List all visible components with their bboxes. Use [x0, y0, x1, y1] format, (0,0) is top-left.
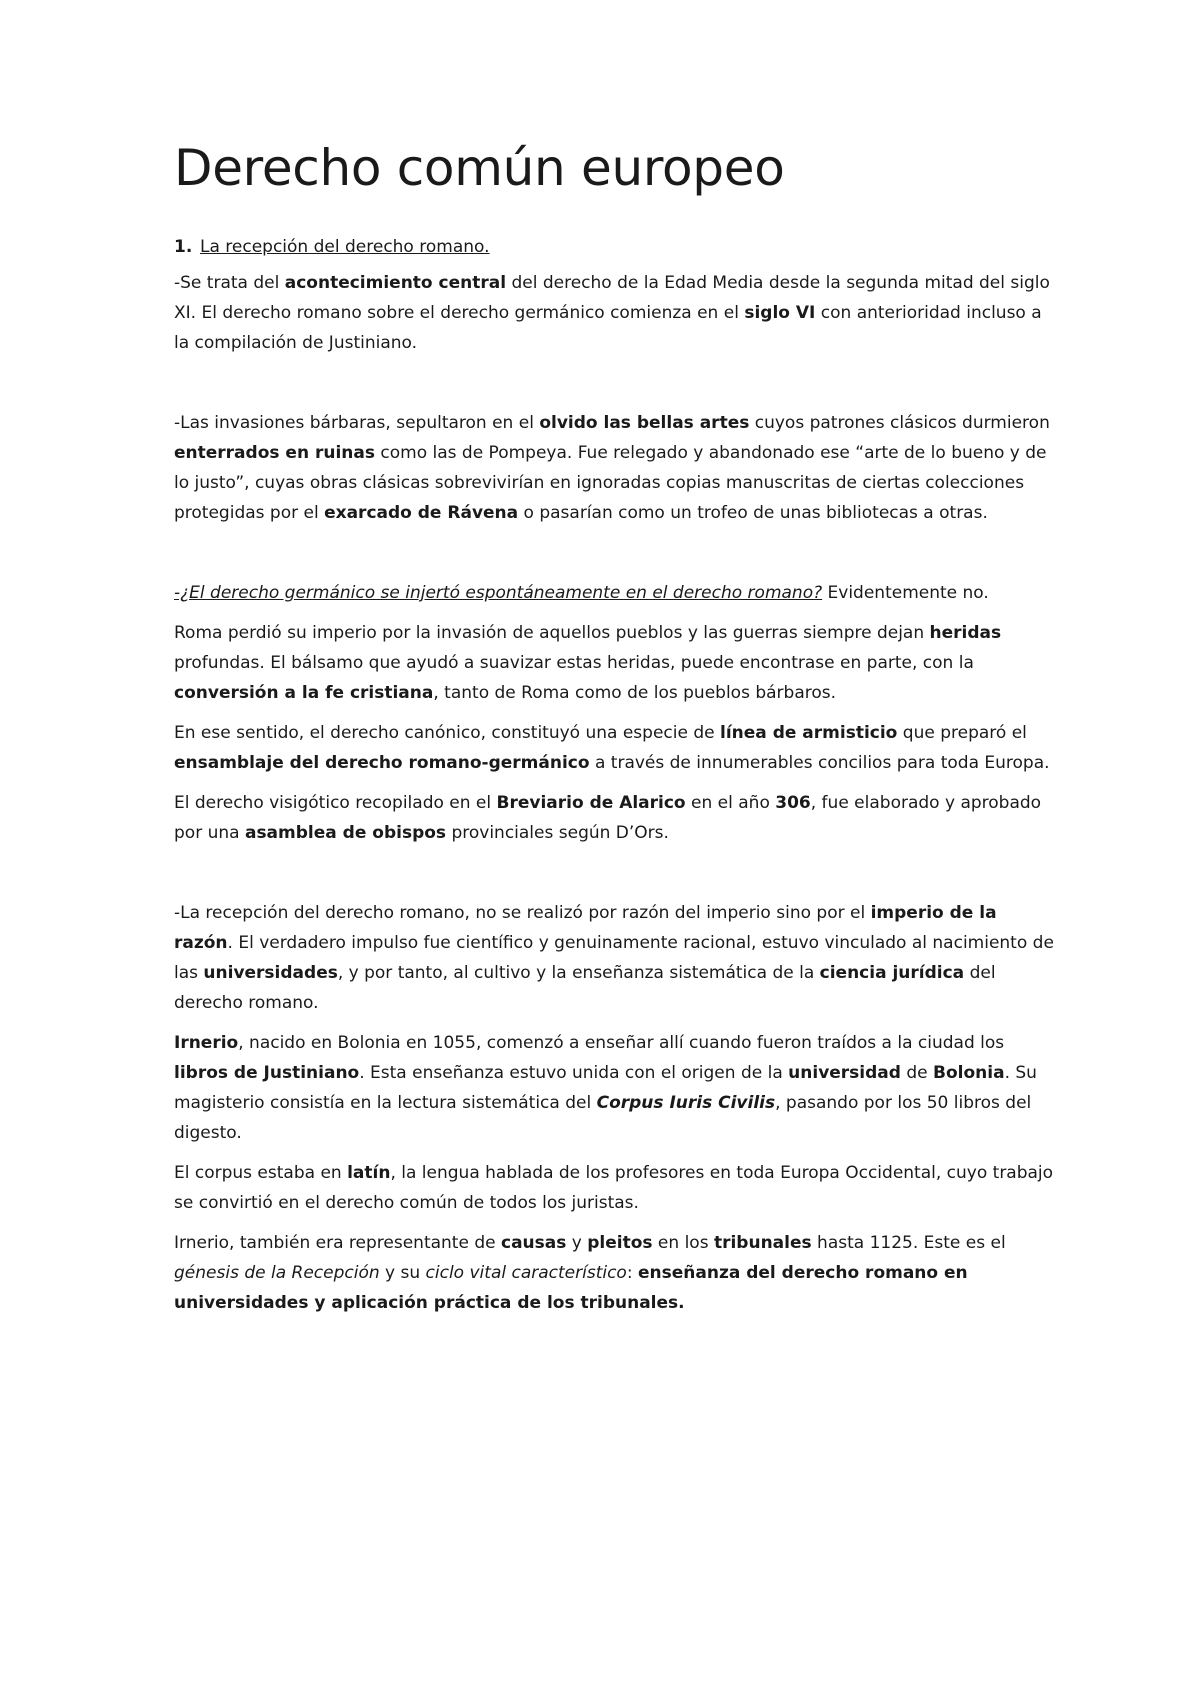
section-heading — [174, 232, 1054, 262]
text-run: latín — [347, 1163, 391, 1183]
text-run: génesis de la Recepción — [174, 1263, 380, 1283]
text-run: -Las invasiones bárbaras, sepultaron en el — [174, 413, 540, 433]
text-run: Bolonia — [933, 1063, 1005, 1083]
paragraph-9 — [174, 1158, 1054, 1218]
text-run: El corpus estaba en — [174, 1163, 348, 1183]
text-run: enterrados en ruinas — [174, 443, 375, 463]
paragraph-4 — [174, 618, 1054, 708]
text-run: pleitos — [587, 1233, 653, 1253]
text-run: . Su magisterio consistía en la lectura sistemática del — [174, 1063, 1037, 1113]
text-run: , tanto de Roma como de los pueblos bárbaros. — [433, 683, 837, 703]
text-run: exarcado de Rávena — [324, 503, 519, 523]
text-run: en el año — [685, 793, 776, 813]
text-run: en los — [652, 1233, 714, 1253]
text-run: hasta 1125. Este es el — [811, 1233, 1006, 1253]
text-run: siglo VI — [744, 303, 816, 323]
text-run: cuyos patrones clásicos durmieron — [749, 413, 1050, 433]
text-run: Evidentemente no. — [822, 583, 989, 603]
text-run: tribunales — [713, 1233, 812, 1253]
text-run: Corpus Iuris Civilis — [596, 1093, 776, 1113]
text-run: del derecho de la Edad Media desde la segunda mitad del siglo XI. El derecho romano sobre el derecho germánico comienza en el — [174, 273, 1050, 323]
paragraph-2 — [174, 408, 1054, 528]
paragraph-6 — [174, 788, 1054, 848]
document-page — [174, 138, 1054, 1328]
text-run: a través de innumerables concilios para toda Europa. — [589, 753, 1050, 773]
paragraph-1 — [174, 268, 1054, 358]
text-run: El derecho visigótico recopilado en el — [174, 793, 497, 813]
text-run: 306 — [775, 793, 811, 813]
text-run: -La recepción del derecho romano, no se realizó por razón del imperio sino por el — [174, 903, 871, 923]
text-run: causas — [501, 1233, 567, 1253]
text-run: olvido las bellas artes — [539, 413, 750, 433]
text-run: : — [626, 1263, 638, 1283]
text-run: -¿El derecho germánico se injertó espontáneamente en el derecho romano? — [174, 583, 823, 603]
text-run: imperio de la razón — [174, 903, 997, 953]
text-run: , fue elaborado y aprobado por una — [174, 793, 1042, 843]
text-run: . El verdadero impulso fue científico y genuinamente racional, estuvo vinculado al nacimiento de las — [174, 933, 1054, 983]
text-run: , la lengua hablada de los profesores en toda Europa Occidental, cuyo trabajo se convirtió en el derecho común de todos los juristas. — [174, 1163, 1054, 1213]
text-run: . Esta enseñanza estuvo unida con el origen de la — [359, 1063, 789, 1083]
text-run: o pasarían como un trofeo de unas bibliotecas a otras. — [518, 503, 988, 523]
text-run: , y por tanto, al cultivo y la enseñanza sistemática de la — [337, 963, 820, 983]
paragraph-8 — [174, 1028, 1054, 1148]
text-run: y su — [379, 1263, 426, 1283]
text-run: acontecimiento central — [284, 273, 507, 293]
text-run: y — [566, 1233, 588, 1253]
text-run: , pasando por los 50 libros del digesto. — [174, 1093, 1032, 1143]
text-run: heridas — [929, 623, 1002, 643]
paragraph-7 — [174, 898, 1054, 1018]
text-run: provinciales según D’Ors. — [446, 823, 669, 843]
text-run: asamblea de obispos — [244, 823, 447, 843]
text-run: ciclo vital característico — [425, 1263, 627, 1283]
text-run: Breviario de Alarico — [496, 793, 686, 813]
text-run: línea de armisticio — [720, 723, 898, 743]
text-run: universidad — [788, 1063, 901, 1083]
text-run: ciencia jurídica — [819, 963, 965, 983]
spacer — [174, 368, 1054, 408]
spacer — [174, 538, 1054, 578]
paragraph-3 — [174, 578, 1054, 608]
text-run: -Se trata del — [174, 273, 285, 293]
text-run: conversión a la fe cristiana — [174, 683, 434, 703]
text-run: ensamblaje del derecho romano-germánico — [174, 753, 590, 773]
paragraph-10 — [174, 1228, 1054, 1318]
spacer — [174, 858, 1054, 898]
document-title: Derecho común europeo — [174, 139, 785, 197]
text-run: que preparó el — [897, 723, 1027, 743]
text-run: Irnerio, también era representante de — [174, 1233, 501, 1253]
text-run: En ese sentido, el derecho canónico, constituyó una especie de — [174, 723, 721, 743]
paragraph-5 — [174, 718, 1054, 778]
text-run: Roma perdió su imperio por la invasión de aquellos pueblos y las guerras siempre dejan — [174, 623, 930, 643]
section-number: 1. — [174, 237, 193, 257]
text-run: universidades — [203, 963, 338, 983]
text-run: Irnerio — [174, 1033, 239, 1053]
text-run: de — [900, 1063, 934, 1083]
text-run: profundas. El bálsamo que ayudó a suavizar estas heridas, puede encontrase en parte, con la — [174, 653, 974, 673]
text-run: como las de Pompeya. Fue relegado y abandonado ese “arte de lo bueno y de lo justo”, cuyas obras clásicas sobrevivirían en ignoradas copias manuscritas de ciertas colecciones protegidas por el — [174, 443, 1047, 523]
text-run: libros de Justiniano — [174, 1063, 360, 1083]
text-run: , nacido en Bolonia en 1055, comenzó a enseñar allí cuando fueron traídos a la ciudad los — [238, 1033, 1005, 1053]
text-run: enseñanza del derecho romano en universidades y aplicación práctica de los tribunales. — [174, 1263, 968, 1313]
text-run: con anterioridad incluso a la compilación de Justiniano. — [174, 303, 1042, 353]
text-run: del derecho romano. — [174, 963, 996, 1013]
section-label: La recepción del derecho romano. — [200, 237, 490, 257]
